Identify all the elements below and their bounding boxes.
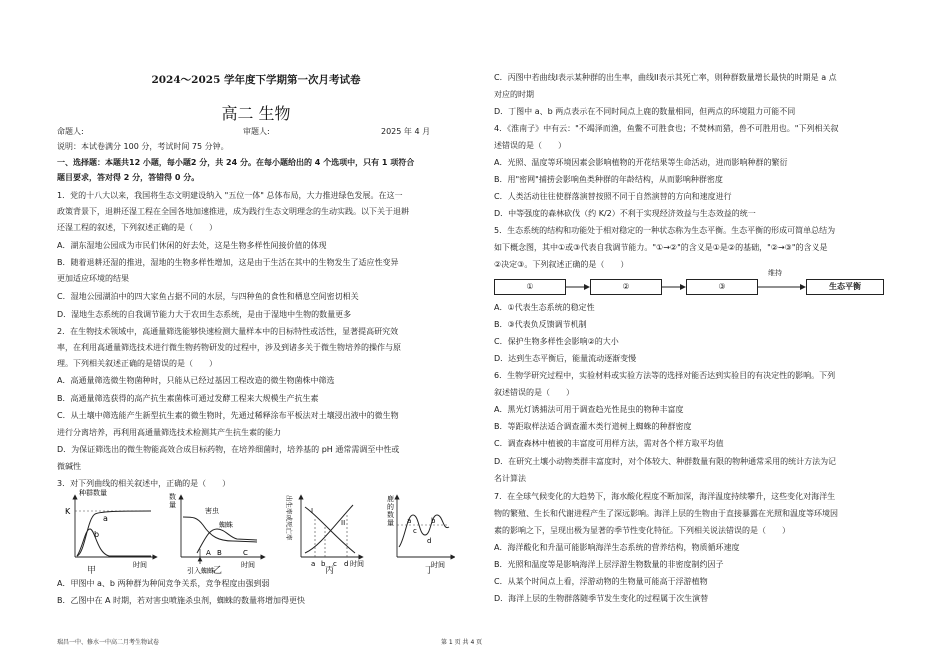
text-line: 物的繁殖、生长和代谢进程产生了深远影响。海洋上层的生物由于直接暴露在光照和温度等环境因 bbox=[494, 509, 838, 518]
option-line: 名计算法 bbox=[494, 474, 526, 483]
yi-intro: 引入蜘蛛 bbox=[187, 567, 215, 575]
text-line: 述错误的是（ ） bbox=[494, 141, 566, 150]
option-line: A．①代表生态系统的稳定性 bbox=[494, 303, 595, 312]
exam-date: 2025 年 4 月 bbox=[381, 127, 431, 136]
yi-b: B bbox=[217, 549, 222, 557]
option-line: A．光照、温度等环境因素会影响植物的开花结果等生命活动，进而影响种群的繁衍 bbox=[494, 158, 788, 167]
ding-ylabel-1: 鹿 bbox=[387, 495, 394, 503]
text-line: 6．生物学研究过程中，实验材料或实验方法等的选择对能否达到实验目的有决定性的影响。下列 bbox=[494, 371, 836, 380]
jia-a: a bbox=[103, 514, 108, 523]
jia-k: K bbox=[65, 507, 71, 516]
yi-pest: 害虫 bbox=[205, 507, 219, 515]
option-line: B．随着退耕还湿的推进，湿地的生物多样性增加，这是由于生活在其中的生物发生了适应性变异 bbox=[57, 258, 399, 267]
option-line: B．③代表负反馈调节机制 bbox=[494, 320, 587, 329]
reviewer-label: 审题人: bbox=[243, 127, 270, 136]
yi-spider: 蜘蛛 bbox=[219, 521, 233, 529]
option-line: C．从土壤中筛选能产生新型抗生素的微生物时，先通过稀释涂布平板法对土壤浸出液中的微生物 bbox=[57, 411, 399, 420]
text-line: 7．在全球气候变化的大趋势下，海水酸化程度不断加深，海洋温度持续攀升，这些变化对海洋生 bbox=[494, 492, 836, 501]
bing-b: b bbox=[321, 560, 326, 568]
bing-two: II bbox=[341, 519, 346, 527]
ding-d: d bbox=[427, 537, 432, 545]
bing-d: d bbox=[344, 560, 349, 568]
figure-caption-ding: 丁 bbox=[425, 566, 435, 576]
text-line: 率，在利用高通量筛选技术进行微生物药物研发的过程中，涉及到诸多关于微生物培养的操作与原 bbox=[57, 343, 401, 352]
jia-ylabel: 种群数量 bbox=[79, 489, 107, 497]
text-line: 2．在生物技术领域中，高通量筛选能够快速检测大量样本中的目标特性或活性，显著提高研究效 bbox=[57, 327, 399, 336]
concept-box-final: 生态平衡 bbox=[806, 279, 884, 295]
yi-ylabel-2: 量 bbox=[169, 501, 176, 509]
ding-a: a bbox=[407, 517, 412, 525]
ding-xlabel: 时间 bbox=[431, 561, 445, 569]
bing-one: I bbox=[311, 507, 314, 515]
option-line: D．达到生态平衡后，能量流动逐渐变慢 bbox=[494, 354, 637, 363]
ding-c: c bbox=[413, 527, 417, 535]
ding-b: b bbox=[431, 517, 436, 525]
footer-school: 瑞昌一中、修水一中高二月考生物试卷 bbox=[57, 639, 160, 646]
jia-xlabel: 时间 bbox=[133, 561, 147, 569]
yi-ylabel-1: 数 bbox=[169, 493, 176, 501]
jia-b: b bbox=[94, 530, 100, 539]
text-line: 还湿工程的叙述，下列叙述正确的是（ ） bbox=[57, 223, 217, 232]
subject-title: 高二 生物 bbox=[221, 104, 291, 123]
text-line: 3．对下列曲线的相关叙述中，正确的是（ ） bbox=[57, 479, 231, 488]
concept-maintain-label: 维持 bbox=[768, 269, 782, 277]
ding-ylabel-2: 的 bbox=[387, 503, 394, 511]
figure-caption-bing: 丙 bbox=[325, 566, 335, 576]
concept-box-3: ③ bbox=[686, 279, 758, 295]
option-line: D．海洋上层的生物群落随季节发生变化的过程属于次生演替 bbox=[494, 594, 709, 603]
text-line: 1．党的十八大以来，我国将生态文明建设纳入 "五位一体" 总体布局，大力推进绿色发展。在这一 bbox=[57, 191, 403, 200]
text-line: 政策背景下，退耕还湿工程在全国各地加速推进，成为践行生态文明理念的生动实践。以下关于退耕 bbox=[57, 207, 409, 216]
figure-ding bbox=[387, 494, 453, 569]
option-line: D．丁图中 a、b 两点表示在不同时间点上鹿的数量相同，但两点的环境阻力可能不同 bbox=[494, 107, 796, 116]
option-line: D．在研究土壤小动物类群丰富度时，对个体较大、种群数量有限的物种通常采用的统计方法为记 bbox=[494, 457, 837, 466]
option-line: B．乙图中在 A 时期，若对害虫喷施杀虫剂，蜘蛛的数量将增加得更快 bbox=[57, 596, 306, 605]
option-line: 对应的时期 bbox=[494, 90, 534, 99]
exam-title: 2024～2025 学年度下学期第一次月考试卷 bbox=[151, 74, 361, 86]
option-line: C．从某个时间点上看，浮游动物的生物量可能高于浮游植物 bbox=[494, 577, 708, 586]
bing-ylabel: 出生率或死亡率 bbox=[285, 495, 293, 541]
option-line: 微碱性 bbox=[57, 462, 81, 471]
bing-xlabel: 时间 bbox=[350, 560, 364, 568]
proposer-label: 命题人: bbox=[57, 127, 84, 136]
text-line: 叙述错误的是（ ） bbox=[494, 388, 574, 397]
figure-caption-yi: 乙 bbox=[213, 566, 223, 576]
option-line: D．中等强度的森林砍伐（约 K/2）不利于实现经济效益与生态效益的统一 bbox=[494, 209, 756, 218]
text-line: ②决定③。下列叙述正确的是（ ） bbox=[494, 260, 629, 269]
section-heading: 一、选择题：本题共12 小题，每小题2 分，共 24 分。在每小题给出的 4 个选项中，只有 1 项符合 bbox=[57, 158, 415, 167]
concept-arrows bbox=[494, 277, 894, 299]
bing-c: c bbox=[333, 560, 337, 568]
yi-c: C bbox=[243, 549, 248, 557]
option-line: B．高通量筛选获得的高产抗生素菌株可通过发酵工程来大规模生产抗生素 bbox=[57, 394, 319, 403]
option-line: B．等距取样法适合调查灌木类行道树上蜘蛛的种群密度 bbox=[494, 422, 692, 431]
text-line: 4．《淮南子》中有云："不竭泽而渔，鱼鳖不可胜食也；不焚林而猎，兽不可胜用也。"下列相关叙 bbox=[494, 124, 839, 133]
option-line: A．海洋酸化和升温可能影响海洋生态系统的营养结构，物质循环速度 bbox=[494, 543, 740, 552]
option-line: 更加适应环境的结果 bbox=[57, 274, 129, 283]
figure-jia bbox=[65, 488, 155, 569]
option-line: C．湿地公园湖泊中的四大家鱼占据不同的水层，与四种鱼的食性和栖息空间密切相关 bbox=[57, 292, 359, 301]
option-line: B．光照和温度等是影响海洋上层浮游生物数量的非密度制约因子 bbox=[494, 560, 724, 569]
instructions: 说明：本试卷满分 100 分，考试时间 75 分钟。 bbox=[57, 142, 229, 151]
text-line: 理。下列相关叙述正确的是错误的是（ ） bbox=[57, 359, 217, 368]
yi-xlabel: 时间 bbox=[241, 561, 255, 569]
figure-caption-jia: 甲 bbox=[87, 566, 97, 576]
option-line: C．保护生物多样性会影响②的大小 bbox=[494, 337, 619, 346]
ding-ylabel-4: 量 bbox=[387, 519, 394, 527]
option-line: C．人类活动往往使群落演替按照不同于自然演替的方向和速度进行 bbox=[494, 192, 732, 201]
ding-ylabel-3: 数 bbox=[387, 511, 394, 519]
option-line: B．用"密网"捕捞会影响鱼类种群的年龄结构，从而影响种群密度 bbox=[494, 175, 723, 184]
section-heading: 题目要求，答对得 2 分，答错得 0 分。 bbox=[57, 173, 200, 182]
option-line: A．高通量筛选微生物菌种时，只能从已经过基因工程改造的微生物菌株中筛选 bbox=[57, 376, 335, 385]
option-line: D．湿地生态系统的自我调节能力大于农田生态系统，是由于湿地中生物的数量更多 bbox=[57, 310, 352, 319]
option-line: A．黑光灯诱捕法可用于调查趋光性昆虫的物种丰富度 bbox=[494, 405, 684, 414]
yi-a: A bbox=[206, 549, 211, 557]
concept-diagram bbox=[494, 269, 894, 299]
concept-box-1: ① bbox=[494, 279, 566, 295]
option-line: D．为保证筛选出的微生物能高效合成目标药物，在培养细菌时，培养基的 pH 通常需调至中性或 bbox=[57, 445, 400, 454]
concept-box-2: ② bbox=[590, 279, 662, 295]
option-line: C．调查森林中植被的丰富度可用样方法，需对各个样方取平均值 bbox=[494, 439, 724, 448]
option-line: C．丙图中若曲线I表示某种群的出生率，曲线II表示其死亡率，则种群数量增长最快的时期是 a 点 bbox=[494, 73, 837, 82]
figure-bing bbox=[285, 495, 364, 568]
text-line: 素的影响之下，呈现出极为显著的季节性变化特征。下列相关说法错误的是（ ） bbox=[494, 526, 790, 535]
option-line: A．甲图中 a、b 两种群为种间竞争关系，竞争程度由强到弱 bbox=[57, 579, 270, 588]
text-line: 5．生态系统的结构和功能处于相对稳定的一种状态称为生态平衡。生态平衡的形成可简单总结为 bbox=[494, 226, 836, 235]
option-line: A．湖东湿地公园成为市民们休闲的好去处，这是生物多样性间接价值的体现 bbox=[57, 241, 327, 250]
text-line: 如下概念图，其中①或③代表自我调节能力。"①→②"的含义是①是②的基础，"②→③"的含义是 bbox=[494, 243, 828, 252]
option-line: 进行分离培养，再利用高通量筛选技术检测其产生抗生素的能力 bbox=[57, 428, 281, 437]
bing-a: a bbox=[311, 560, 316, 568]
footer-page-number: 第 1 页 共 4 页 bbox=[441, 639, 483, 646]
